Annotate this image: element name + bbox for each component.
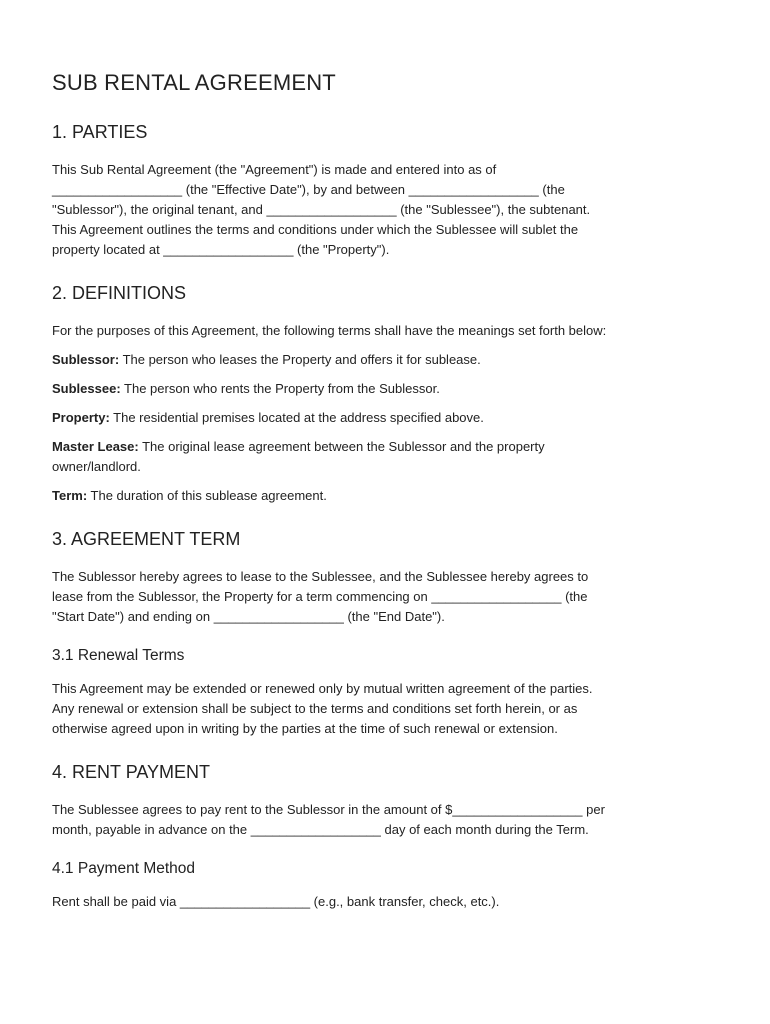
- agreement-term-paragraph: [52, 567, 718, 627]
- definition-text: The person who leases the Property and offers it for sublease.: [119, 352, 481, 367]
- rent-payment-paragraph: [52, 800, 718, 840]
- section-rent-payment: [52, 762, 718, 912]
- definition-text: The person who rents the Property from the Sublessor.: [120, 381, 440, 396]
- rent-line-1: The Sublessee agrees to pay rent to the Sublessor in the amount of $__________________ per: [52, 802, 605, 817]
- document-title: SUB RENTAL AGREEMENT: [52, 70, 336, 95]
- renewal-line-3: otherwise agreed upon in writing by the parties at the time of such renewal or extension.: [52, 721, 558, 736]
- definitions-intro: For the purposes of this Agreement, the following terms shall have the meanings set forth below:: [52, 323, 607, 338]
- subsection-renewal-terms: [52, 647, 718, 739]
- definition-term: Term:: [52, 488, 88, 503]
- parties-paragraph: [52, 160, 718, 260]
- rent-line-2: month, payable in advance on the __________________ day of each month during the Term.: [52, 822, 589, 837]
- agreement-term-line-3: "Start Date") and ending on __________________ (the "End Date").: [52, 609, 445, 624]
- parties-line-1: This Sub Rental Agreement (the "Agreement") is made and entered into as of: [52, 162, 497, 177]
- definition-term: Sublessee:: [52, 381, 121, 396]
- definition-term: Sublessor:: [52, 352, 120, 367]
- definition-text: The duration of this sublease agreement.: [87, 488, 327, 503]
- definition-text: The original lease agreement between the Sublessor and the property: [138, 439, 545, 454]
- parties-line-3: "Sublessor"), the original tenant, and __________________ (the "Sublessee"), the subtenant.: [52, 202, 591, 217]
- definition-term-item: [52, 486, 718, 506]
- renewal-line-1: This Agreement may be extended or renewed only by mutual written agreement of the parties.: [52, 681, 593, 696]
- renewal-line-2: Any renewal or extension shall be subject to the terms and conditions set forth herein, or as: [52, 701, 578, 716]
- section-definitions: [52, 283, 718, 506]
- section-heading-parties: 1. PARTIES: [52, 122, 148, 142]
- section-agreement-term: [52, 529, 718, 739]
- section-heading-rent-payment: 4. RENT PAYMENT: [52, 762, 211, 782]
- definition-property: [52, 408, 718, 428]
- parties-line-2: __________________ (the "Effective Date"), by and between __________________ (the: [52, 182, 565, 197]
- parties-line-5: property located at __________________ (the "Property").: [52, 242, 390, 257]
- renewal-paragraph: [52, 679, 718, 739]
- section-heading-definitions: 2. DEFINITIONS: [52, 283, 187, 303]
- subsection-heading-payment-method: 4.1 Payment Method: [52, 860, 196, 877]
- definition-text-continued: owner/landlord.: [52, 459, 141, 474]
- section-heading-agreement-term: 3. AGREEMENT TERM: [52, 529, 241, 549]
- definition-term: Property:: [52, 410, 110, 425]
- definition-text: The residential premises located at the address specified above.: [109, 410, 484, 425]
- agreement-term-line-1: The Sublessor hereby agrees to lease to the Sublessee, and the Sublessee hereby agrees to: [52, 569, 589, 584]
- parties-line-4: This Agreement outlines the terms and conditions under which the Sublessee will sublet the: [52, 222, 579, 237]
- subsection-heading-renewal: 3.1 Renewal Terms: [52, 647, 185, 664]
- section-parties: [52, 122, 718, 260]
- payment-method-paragraph: Rent shall be paid via __________________ (e.g., bank transfer, check, etc.).: [52, 894, 500, 909]
- definition-master-lease: [52, 437, 718, 477]
- definition-term: Master Lease:: [52, 439, 139, 454]
- agreement-term-line-2: lease from the Sublessor, the Property for a term commencing on __________________ (the: [52, 589, 588, 604]
- definition-sublessor: [52, 350, 718, 370]
- definition-sublessee: [52, 379, 718, 399]
- subsection-payment-method: [52, 860, 718, 912]
